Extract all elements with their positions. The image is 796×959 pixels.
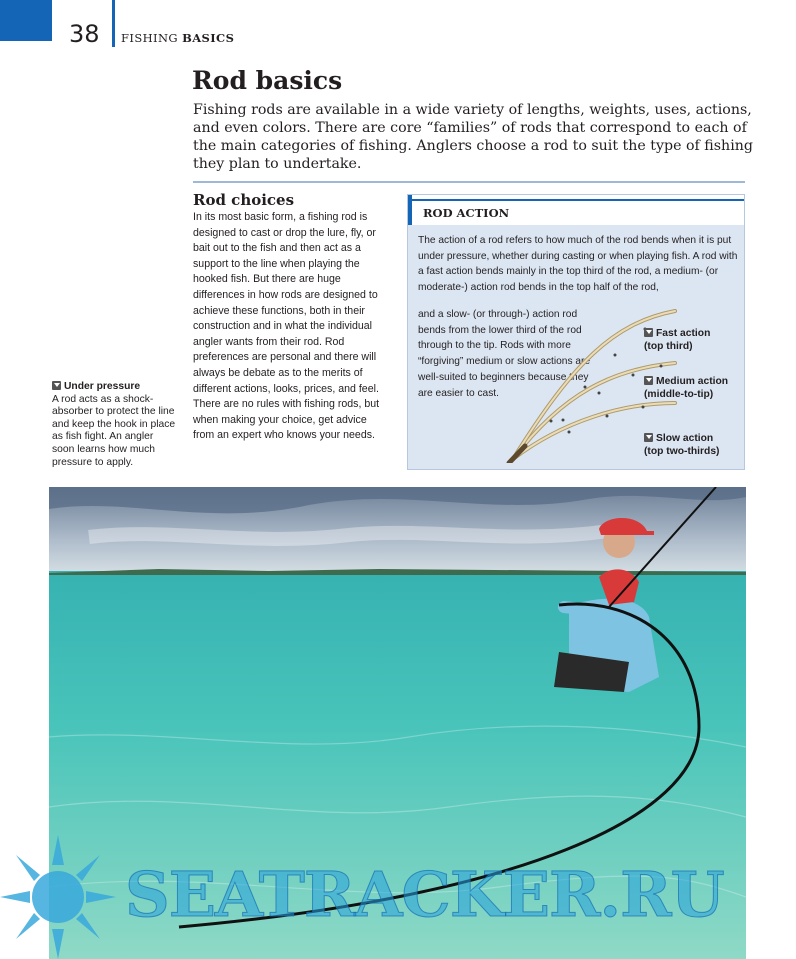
rod-handle [509,446,525,463]
rod-choices-body: In its most basic form, a fishing rod is designed to cast or drop the lure, fly, or bait out to the fish and then act as a support to the line when playing the hooked fish. But there are huge differences in how rods are designed to achieve these functions, both in their construction and in what the individual angler wants from their rod. Rod preferences are personal and there will always be debate as to the merits of different actions, looks, prices, and feel. There are no rules with fishing rods, but when making your choice, get advice from an expert who knows your needs. [193,211,380,442]
triangle-up-icon [644,328,653,337]
sun-logo-icon [0,835,120,959]
header-rule [112,0,115,47]
triangle-down-icon [52,381,61,390]
medium-action-detail: (middle-to-tip) [644,388,714,400]
medium-action-name: Medium action [656,376,729,387]
page-title: Rod basics [192,66,343,95]
caption-text: A rod acts as a shock-absorber to protect the line and keep the hook in place as fish fight. An angler soon learns how much pressure to apply. [52,393,176,468]
triangle-up-icon [644,376,653,385]
rod-action-text [418,233,740,296]
section-label-light: FISHING [121,31,179,45]
rod-action-header [408,195,744,225]
section-label-bold: BASICS [182,31,235,45]
page-number: 38 [69,20,100,48]
slow-action-detail: (top two-thirds) [644,445,720,457]
section-divider [193,181,745,183]
medium-action-label [644,376,728,401]
rod-action-text-wide: The action of a rod refers to how much of the rod bends when it is put under pressure, whether during casting or when playing fish. A rod with a fast action bends mainly in the top third of the rod, a medium- (or moderate-) action rod bends in the top half of the rod, [418,235,738,294]
slow-action-name: Slow action [656,433,714,444]
photo-caption [52,381,177,469]
fast-action-name: Fast action [656,328,711,339]
rod-choices-heading: Rod choices [193,191,295,209]
caption-title: Under pressure [64,381,141,392]
slow-action-label [644,433,720,458]
intro-paragraph: Fishing rods are available in a wide variety of lengths, weights, uses, actions, and even colors. There are core “families” of rods that correspond to each of the main categories of fishing. Anglers choose a rod to suit the type of fishing they plan to undertake. [193,102,753,172]
section-label [121,31,234,45]
triangle-up-icon [644,433,653,442]
fast-action-detail: (top third) [644,340,693,352]
rod-action-box [407,194,745,470]
rod-action-title: ROD ACTION [423,206,510,220]
watermark-text: SEATRACKER.RU [125,858,724,931]
rod-action-text-narrow: and a slow- (or through-) action rod bends from the lower third of the rod through to the tip. Rods with more “forgiving” medium or slow actions are well-suited to beginners because they are easier to cast. [418,309,591,399]
caption-heading [52,381,177,394]
fast-action-label [644,328,710,353]
corner-color-block [0,0,52,41]
